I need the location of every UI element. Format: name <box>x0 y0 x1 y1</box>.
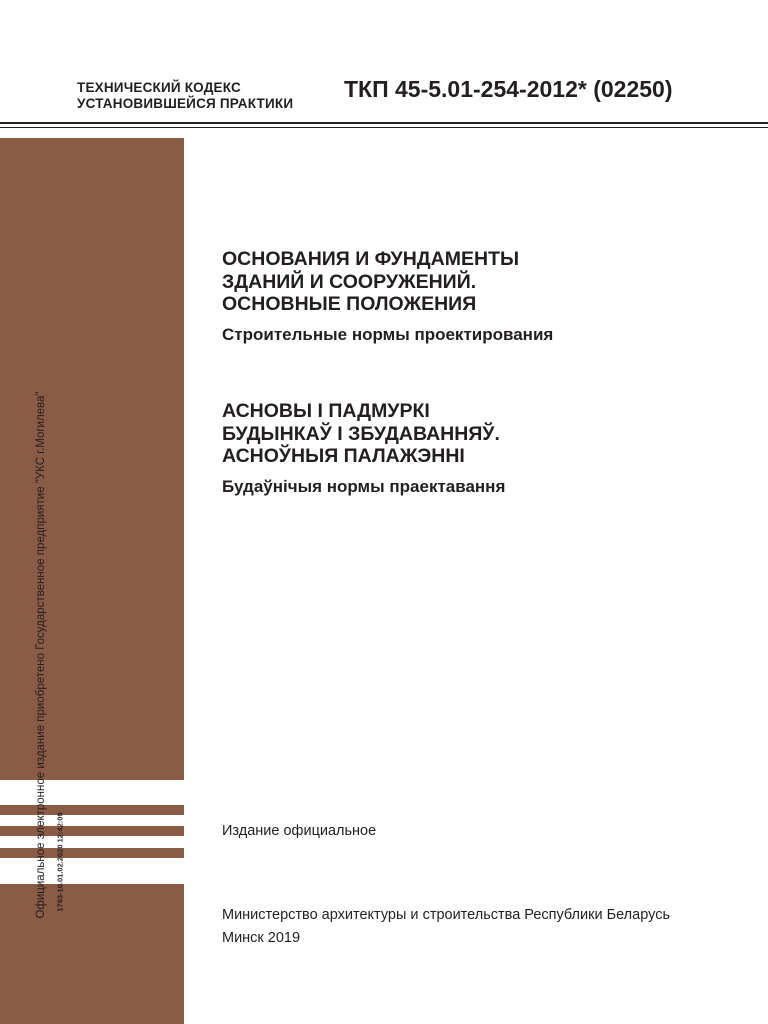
sidebar-stripe-2 <box>0 826 184 836</box>
title-by-line-3: АСНОЎНЫЯ ПАЛАЖЭННІ <box>222 445 465 467</box>
title-ru-line-3: ОСНОВНЫЕ ПОЛОЖЕНИЯ <box>222 293 477 315</box>
sidebar-band-main <box>0 138 184 780</box>
title-belarusian <box>222 400 505 497</box>
document-category <box>77 80 293 112</box>
title-by-line-1: АСНОВЫ І ПАДМУРКІ <box>222 400 430 422</box>
title-ru-line-1: ОСНОВАНИЯ И ФУНДАМЕНТЫ <box>222 248 520 270</box>
publisher-place-year: Минск 2019 <box>222 930 301 946</box>
purchase-notice: Официальное электронное издание приобретено Государственное предприятие "УКС г.Могилева" <box>35 391 47 919</box>
document-code: ТКП 45-5.01-254-2012* (02250) <box>344 76 673 102</box>
header-rule-thick <box>0 122 768 124</box>
subtitle-ru: Строительные нормы проектирования <box>222 324 554 344</box>
sidebar-stripe-1 <box>0 805 184 815</box>
title-russian <box>222 248 553 345</box>
sidebar-stripe-3 <box>0 848 184 858</box>
title-ru-line-2: ЗДАНИЙ И СООРУЖЕНИЙ. <box>222 270 477 293</box>
category-line-1: ТЕХНИЧЕСКИЙ КОДЕКС <box>77 80 241 95</box>
header-rule-thin <box>0 127 768 128</box>
title-by-line-2: БУДЫНКАЎ І ЗБУДАВАННЯЎ. <box>222 422 500 445</box>
publisher-block <box>222 904 670 950</box>
category-line-2: УСТАНОВИВШЕЙСЯ ПРАКТИКИ <box>77 96 294 111</box>
purchase-code: 1793-10.01.02.2020 12:42:09 <box>55 812 65 912</box>
subtitle-by: Будаўнічыя нормы праектавання <box>222 476 506 496</box>
publisher-name: Министерство архитектуры и строительства Республики Беларусь <box>222 907 670 923</box>
edition-label: Издание официальное <box>222 823 377 839</box>
sidebar-band-bottom <box>0 884 184 1024</box>
